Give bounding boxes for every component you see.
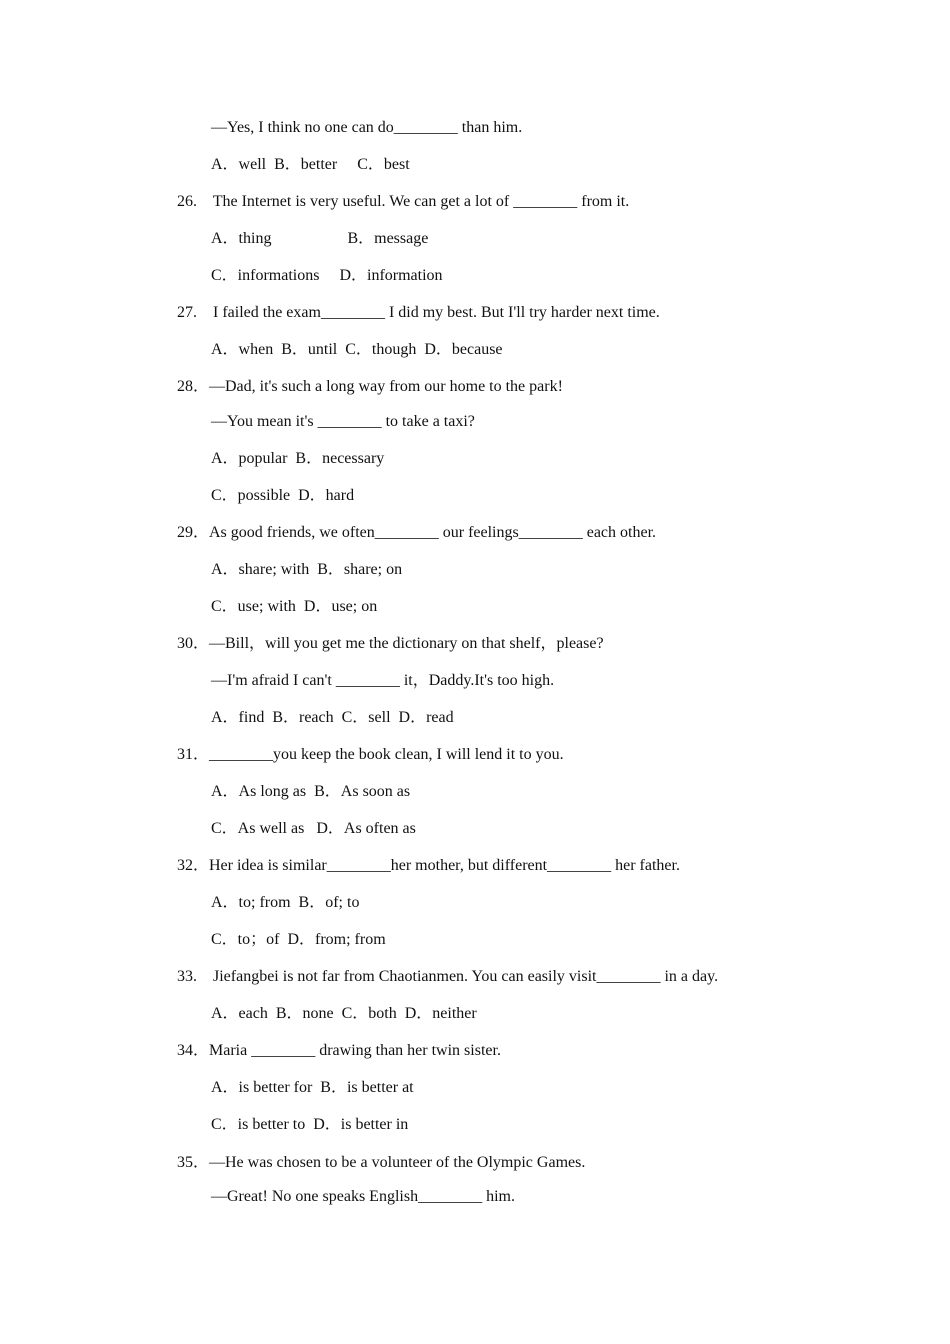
q28-options-ab: A．popular B．necessary xyxy=(211,450,385,467)
q31-question: 31．________you keep the book clean, I will lend it to you. xyxy=(177,746,564,763)
q30-options: A．find B．reach C．sell D．read xyxy=(211,709,454,726)
q34-options-cd: C．is better to D．is better in xyxy=(211,1116,409,1133)
q33-options: A．each B．none C．both D．neither xyxy=(211,1005,477,1022)
q28-answer-line: —You mean it's ________ to take a taxi? xyxy=(211,413,475,430)
q32-options-ab: A．to; from B．of; to xyxy=(211,894,360,911)
q25-answer-line: —Yes, I think no one can do________ than him. xyxy=(211,119,523,136)
q32-options-cd: C．to；of D．from; from xyxy=(211,931,386,948)
q30-question: 30．—Bill，will you get me the dictionary on that shelf，please? xyxy=(177,635,604,652)
q32-question: 32．Her idea is similar________her mother, but different________ her father. xyxy=(177,857,680,874)
q28-question: 28．—Dad, it's such a long way from our home to the park! xyxy=(177,378,563,395)
q26-question: 26. The Internet is very useful. We can get a lot of ________ from it. xyxy=(177,193,630,210)
q34-options-ab: A．is better for B．is better at xyxy=(211,1079,414,1096)
q35-answer-line: —Great! No one speaks English________ him. xyxy=(211,1188,515,1205)
q30-answer-line: —I'm afraid I can't ________ it，Daddy.It's too high. xyxy=(211,672,555,689)
q29-question: 29．As good friends, we often________ our feelings________ each other. xyxy=(177,524,657,541)
q31-options-ab: A．As long as B．As soon as xyxy=(211,783,411,800)
q29-options-cd: C．use; with D．use; on xyxy=(211,598,378,615)
q28-options-cd: C．possible D．hard xyxy=(211,487,355,504)
q27-options: A．when B．until C．though D．because xyxy=(211,341,503,358)
q26-options-cd: C．informations D．information xyxy=(211,267,443,284)
q33-question: 33. Jiefangbei is not far from Chaotianmen. You can easily visit________ in a day. xyxy=(177,968,719,985)
q29-options-ab: A．share; with B．share; on xyxy=(211,561,403,578)
q26-options-ab: A．thing B．message xyxy=(211,230,429,247)
q34-question: 34．Maria ________ drawing than her twin sister. xyxy=(177,1042,501,1059)
q25-options: A．well B．better C．best xyxy=(211,156,410,173)
q31-options-cd: C．As well as D．As often as xyxy=(211,820,416,837)
q27-question: 27. I failed the exam________ I did my best. But I'll try harder next time. xyxy=(177,304,660,321)
q35-question: 35．—He was chosen to be a volunteer of the Olympic Games. xyxy=(177,1154,586,1171)
